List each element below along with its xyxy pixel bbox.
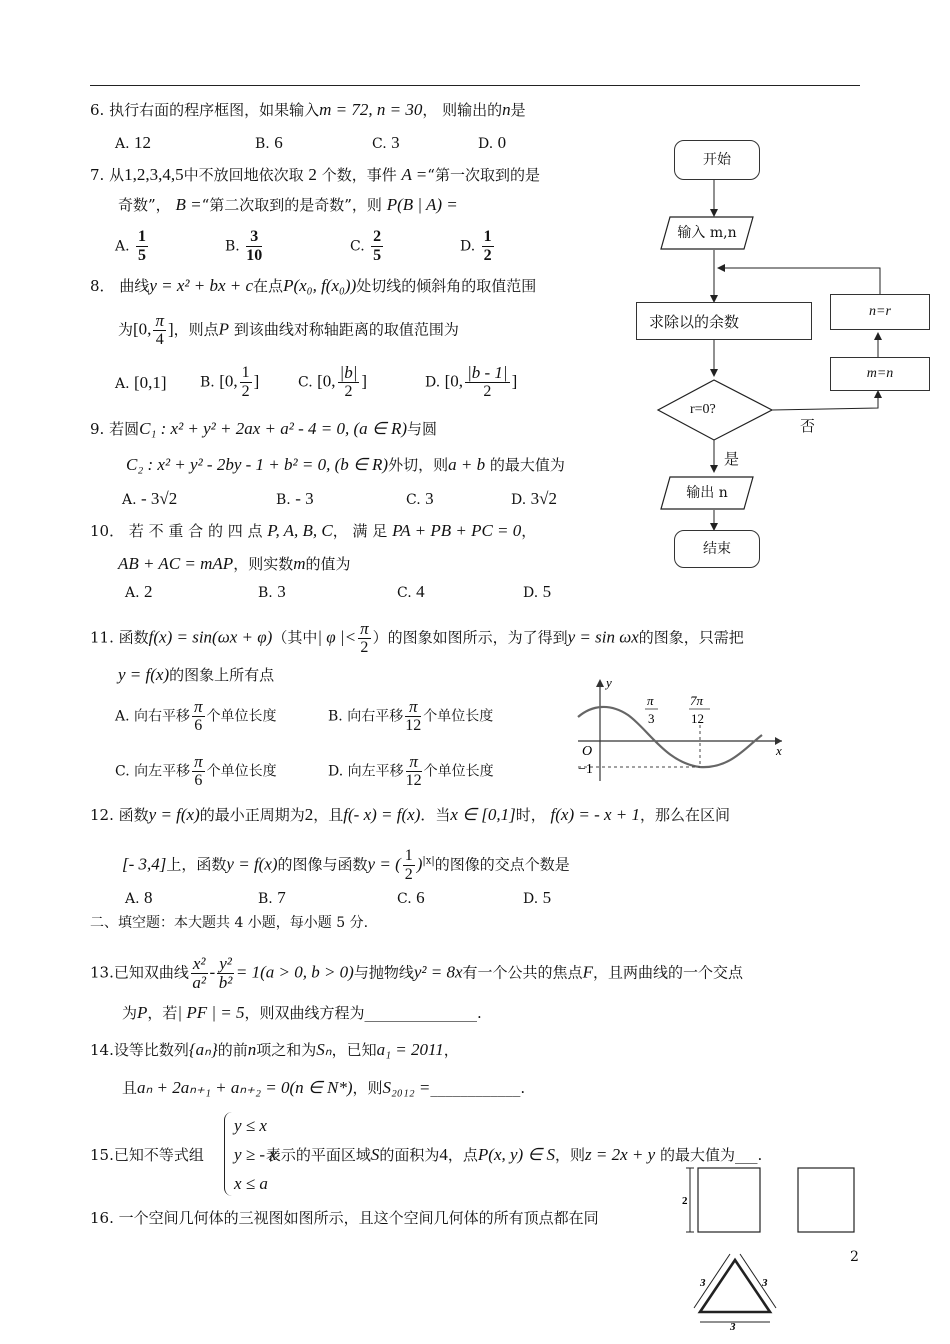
left-edge-label: 3 [700, 1277, 706, 1289]
q11-option-c: C. 向左平移 $\frac{\pi}{6}$ 个单位长度 [115, 752, 277, 789]
question-14-line1: 14.设等比数列{aₙ}的前n项之和为Sₙ，已知a₁ = 2011， [90, 1040, 459, 1059]
q7-option-c: C. $\frac{2}{5}$ [350, 228, 382, 264]
input-label: 输入 m,n [677, 225, 737, 241]
q6-option-a: A. 12 [115, 133, 152, 152]
q10-option-c: C. 4 [397, 582, 425, 601]
q6-option-c: C. 3 [372, 133, 400, 152]
question-12-line1: 12. 函数y = f(x)的最小正周期为2，且f(- x) = f(x)．当x ∈ [0,1]时， f(x) = - x + 1，那么在区间 [90, 805, 731, 824]
input-box [660, 216, 754, 250]
output-label: 输出 n [686, 485, 728, 501]
q12-option-a: A. 8 [125, 888, 153, 907]
q9-option-d: D. 3√2 [511, 489, 557, 508]
graph-origin: O [582, 744, 593, 759]
question-10-line1: 10． 若 不 重 合 的 四 点 P, A, B, C， 满 足 PA + PB + PC = 0， [90, 521, 537, 540]
question-11-line2: y = f(x)的图象上所有点 [118, 665, 275, 684]
q11-option-b: B. 向右平移 $\frac{\pi}{12}$ 个单位长度 [328, 697, 494, 734]
tick-7pi-12-den: 12 [691, 711, 704, 726]
n-equals-r-box: n=r [830, 294, 930, 330]
q10-option-d: D. 5 [523, 582, 552, 601]
tick-pi-3-num: π [647, 693, 654, 708]
q12-option-c: C. 6 [397, 888, 425, 907]
question-13-line2: 为P，若| PF | = 5，则双曲线方程为_______________. [122, 1003, 482, 1022]
question-11-line1: 11. 函数f(x) = sin(ωx + φ)（其中| φ |< $\frac{\pi}{2}$ ）的图象如图所示，为了得到y = sin ωx的图象，只需把 [90, 619, 744, 656]
question-10-line2: AB + AC = mAP，则实数m的值为 [118, 554, 351, 573]
top-view [700, 1260, 770, 1312]
sine-curve [578, 707, 762, 767]
start-box: 开始 [674, 140, 760, 180]
inequality-1: y ≤ x [234, 1116, 267, 1135]
base-edge-label: 3 [730, 1321, 736, 1332]
q11-option-a: A. 向右平移 $\frac{\pi}{6}$ 个单位长度 [115, 697, 277, 734]
q11-option-d: D. 向左平移 $\frac{\pi}{12}$ 个单位长度 [328, 752, 494, 789]
right-edge-label: 3 [762, 1277, 768, 1289]
q12-option-d: D. 5 [523, 888, 552, 907]
q8-option-c: C. [0, $\frac{|b|}{2}$ ] [298, 363, 368, 400]
side-view [798, 1168, 854, 1232]
page-number: 2 [850, 1249, 859, 1265]
section-2-heading: 二、填空题：本大题共 4 小题，每小题 5 分. [90, 915, 369, 931]
q6-option-d: D. 0 [478, 133, 507, 152]
q7-option-a: A. $\frac{1}{5}$ [115, 228, 147, 264]
question-7-line2: 奇数”， B =“第二次取到的是奇数”，则 P(B | A) = [118, 195, 458, 214]
q7-option-d: D. $\frac{1}{2}$ [460, 228, 492, 264]
sine-graph [570, 675, 790, 785]
three-view-diagram [680, 1162, 860, 1332]
q9-option-a: A. - 3√2 [122, 489, 178, 508]
top-rule [90, 85, 860, 86]
inequality-3: x ≤ a [234, 1174, 268, 1193]
question-8-line2: 为[0, $\frac{\pi}{4}$ ]，则点P 到该曲线对称轴距离的取值范围为 [118, 311, 459, 348]
q10-option-b: B. 3 [258, 582, 286, 601]
q8-option-b: B. [0, $\frac{1}{2}$ ] [200, 364, 260, 400]
graph-x-label: x [776, 743, 782, 758]
tick-7pi-12-num: 7π [690, 693, 704, 708]
graph-y-label: y [606, 675, 612, 690]
question-13-line1: 13.已知双曲线 $\frac{\text{x²}}{\text{a²}}$ - $\frac{\text{y²}}{\text{b²}}$ = 1(a > 0, b > 0)与抛物线y² = 8x有一个公共的焦点F，且两曲线的一个交点 [90, 954, 743, 992]
question-9-line2: C₂ : x² + y² - 2by - 1 + b² = 0, (b ∈ R)外切，则a + b 的最大值为 [126, 455, 565, 474]
q10-option-a: A. 2 [125, 582, 153, 601]
condition-label: r=0? [690, 402, 716, 417]
q12-option-b: B. 7 [258, 888, 286, 907]
end-box: 结束 [674, 530, 760, 568]
q7-option-b: B. $\frac{3}{10}$ [225, 228, 263, 264]
q8-option-d: D. [0, $\frac{|b - 1|}{2}$ ] [425, 363, 518, 400]
inequality-2: y ≥ - x [234, 1145, 277, 1164]
tick-pi-3-den: 3 [648, 711, 655, 726]
q6-option-b: B. 6 [255, 133, 283, 152]
no-label: 否 [800, 417, 816, 435]
graph-minus-one: −1 [578, 762, 593, 777]
output-box [660, 476, 754, 510]
y-axis-arrow [596, 679, 604, 687]
question-14-line2: 且aₙ + 2aₙ₊₁ + aₙ₊₂ = 0(n ∈ N*)，则S₂₀₁₂ =____________. [122, 1078, 526, 1097]
height-label: 2 [682, 1195, 688, 1207]
m-equals-n-box: m=n [830, 357, 930, 391]
question-8-line1: 8． 曲线y = x² + bx + c在点P(x₀, f(x₀))处切线的倾斜角的取值范围 [90, 276, 537, 295]
question-6: 6. 执行右面的程序框图，如果输入m = 72, n = 30， 则输出的n是 [90, 100, 526, 119]
question-9-line1: 9. 若圆C₁ : x² + y² + 2ax + a² - 4 = 0, (a ∈ R)与圆 [90, 419, 438, 438]
question-15: 15.已知不等式组 表示的平面区域S的面积为4，点P(x, y) ∈ S，则z = 2x + y 的最大值为___. [90, 1145, 763, 1164]
question-16: 16. 一个空间几何体的三视图如图所示，且这个空间几何体的所有顶点都在同 [90, 1209, 599, 1227]
front-view [698, 1168, 760, 1232]
q8-option-a: A. [0,1] [115, 373, 167, 392]
yes-label: 是 [724, 450, 740, 468]
question-7-line1: 7. 从1,2,3,4,5中不放回地依次取 2 个数，事件 A =“第一次取到的是 [90, 165, 540, 184]
question-12-line2: [- 3,4]上，函数y = f(x)的图像与函数y = ( $\frac{1}{2}$ )$^{|x|}$的图像的交点个数是 [122, 847, 570, 883]
q9-option-b: B. - 3 [276, 489, 314, 508]
remainder-box: 求除以的余数 [636, 302, 812, 340]
q9-option-c: C. 3 [406, 489, 434, 508]
